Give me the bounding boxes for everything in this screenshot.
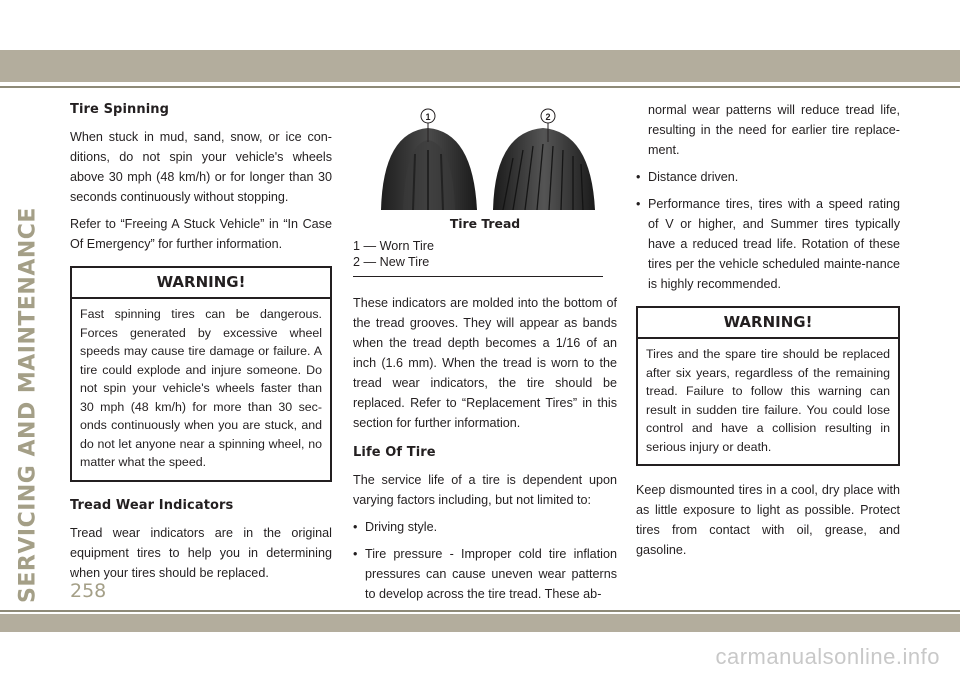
paragraph-tire-spinning: When stuck in mud, sand, snow, or ice con-ditions, do not spin your vehicle's wheels above 30 mph (48 km/h) or for longer than 30 seconds continuously without stopping. [70,130,332,204]
heading-life-of-tire: Life Of Tire [353,445,436,460]
callout-2-label: 2 [545,112,551,122]
warning-box-spinning [70,266,332,482]
paragraph-pressure-continued: normal wear patterns will reduce tread life, resulting in the need for earlier tire replace-ment. [648,103,900,157]
page-number: 258 [70,580,107,602]
warning-text: Fast spinning tires can be dangerous. Forces generated by excessive wheel speeds may cause tire damage or failure. A tire could explode and injure someone. Do not spin your vehicle's wheels faster than 30 mph (48 km/h) for more than 30 sec-onds continuously when you are stuck, and do not let anyone near a spinning wheel, no matter what the speed. [80,307,322,469]
list-item-distance: • Distance driven. [636,167,900,187]
paragraph-life-of-tire: The service life of a tire is dependent upon varying factors including, but not limited to: [353,473,617,507]
legend-divider [353,276,603,277]
column-middle [353,100,617,611]
column-right [636,100,900,567]
tire-tread-illustration [353,98,617,210]
footer-rule [0,610,960,612]
watermark: carmanualsonline.info [715,644,940,669]
section-side-title: SERVICING AND MAINTENANCE [15,207,41,603]
header-bar [0,50,960,82]
legend-worn-tire: 1 — Worn Tire [353,239,434,253]
paragraph-freeing-reference: Refer to “Freeing A Stuck Vehicle” in “In Case Of Emergency” for further information. [70,217,332,251]
figure-caption: Tire Tread [449,216,521,231]
paragraph-storage: Keep dismounted tires in a cool, dry place with as little exposure to light as possible. Protect tires from contact with oil, grease, and gasoline. [636,483,900,557]
life-factors-list [353,517,617,604]
list-item-driving-style: • Driving style. [353,517,617,537]
warning-box-replacement [636,306,900,466]
header-rule [0,86,960,88]
heading-tread-wear: Tread Wear Indicators [70,497,234,513]
heading-tire-spinning: Tire Spinning [70,102,170,117]
paragraph-indicators: These indicators are molded into the bottom of the tread grooves. They will appear as bands when the tread depth becomes a 1/16 of an inch (1.6 mm). When the tread is worn to the tread wear indicators, the tire should be replaced. Refer to “Replacement Tires” in this section for further information. [353,296,617,430]
paragraph-tread-wear: Tread wear indicators are in the original equipment tires to help you in determining when your tires should be replaced. [70,525,332,580]
callout-1-label: 1 [425,112,431,122]
top-margin [0,0,960,46]
tire-tread-figure [353,98,617,208]
life-factors-list-continued [636,167,900,294]
warning-title: WARNING! [72,268,330,299]
warning-text: Tires and the spare tire should be replaced after six years, regardless of the remaining tread. Failure to follow this warning can result in sudden tire failure. You could lose control and have a collision resulting in serious injury or death. [646,347,890,454]
list-item-performance-tires: • Performance tires, tires with a speed rating of V or higher, and Summer tires typically have a reduced tread life. Rotation of these tires per the vehicle scheduled mainte-nance is highly recommended. [636,194,900,294]
legend-new-tire: 2 — New Tire [353,255,430,269]
list-item-tire-pressure: • Tire pressure - Improper cold tire inflation pressures can cause uneven wear patterns to develop across the tire tread. These ab- [353,544,617,604]
column-left [70,100,332,590]
warning-title: WARNING! [638,308,898,339]
footer-bar [0,614,960,632]
